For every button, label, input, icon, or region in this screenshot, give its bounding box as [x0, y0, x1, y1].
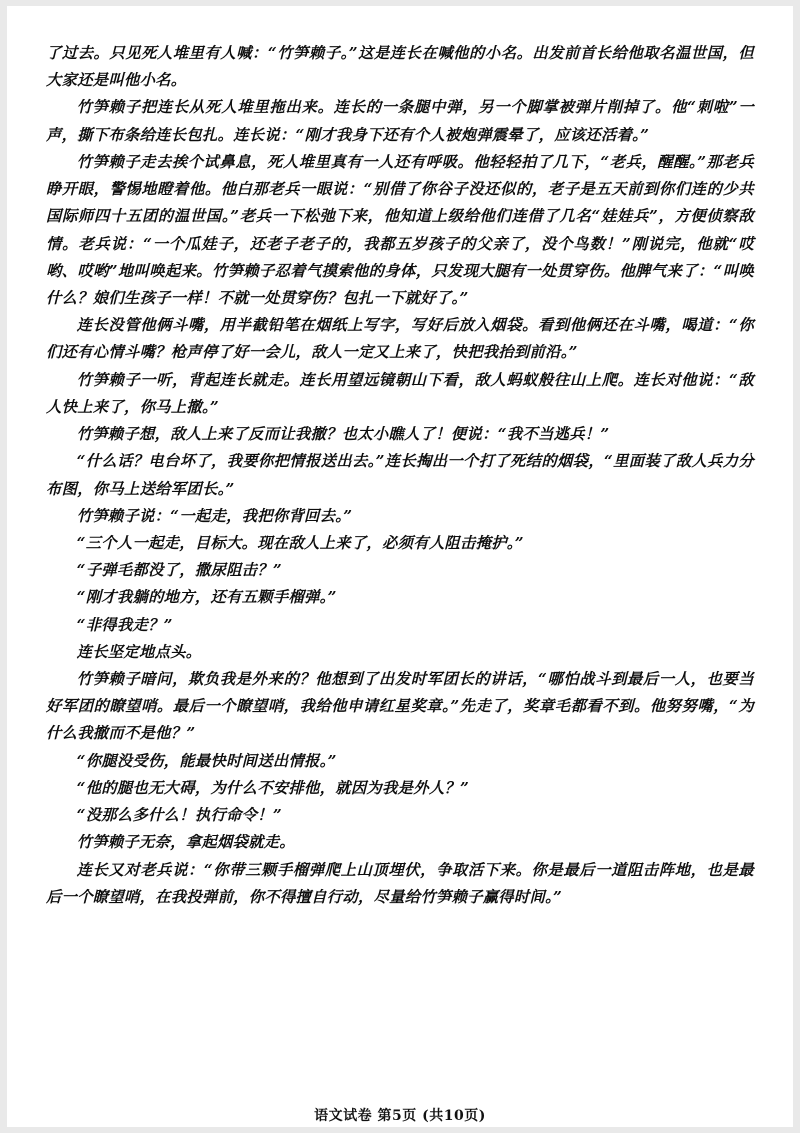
document-body	[46, 40, 754, 911]
paragraph: 了过去。只见死人堆里有人喊：“竹笋赖子。”这是连长在喊他的小名。出发前首长给他取名温世国，但大家还是叫他小名。	[46, 44, 754, 90]
paragraph: “子弹毛都没了，撒尿阻击？”	[76, 561, 282, 580]
paragraph: “三个人一起走，目标大。现在敌人上来了，必须有人阻击掩护。”	[76, 533, 524, 552]
paragraph: “非得我走？”	[76, 615, 173, 634]
paragraph: 竹笋赖子走去挨个试鼻息，死人堆里真有一人还有呼吸。他轻轻拍了几下，“老兵，醒醒。”那老兵睁开眼，警惕地瞪着他。他白那老兵一眼说：“别借了你谷子没还似的，老子是五天前到你们连的少共国际师四十五团的温世国。”老兵一下松弛下来，他知道上级给他们连借了几名“娃娃兵”，方便侦察敌情。老兵说：“一个瓜娃子，还老子老子的，我都五岁孩子的父亲了，没个鸟数！”刚说完，他就“哎哟、哎哟”地叫唤起来。竹笋赖子忍着气摸索他的身体，只发现大腿有一处贯穿伤。他脾气来了：“叫唤什么？娘们生孩子一样！不就一处贯穿伤？包扎一下就好了。”	[46, 152, 754, 307]
paragraph: 竹笋赖子无奈，拿起烟袋就走。	[76, 833, 295, 852]
paragraph: 竹笋赖子暗问，欺负我是外来的？他想到了出发时军团长的讲话，“哪怕战斗到最后一人，也要当好军团的瞭望哨。最后一个瞭望哨，我给他申请红星奖章。”先走了，奖章毛都看不到。他努努嘴，“为什么我撤而不是他？”	[46, 670, 754, 743]
paragraph: “没那么多什么！执行命令！”	[76, 806, 282, 825]
page-edge-top	[0, 0, 800, 6]
page-edge-left	[0, 0, 7, 1133]
paragraph: 竹笋赖子一听，背起连长就走。连长用望远镜朝山下看，敌人蚂蚁般往山上爬。连长对他说：“敌人快上来了，你马上撤。”	[46, 370, 754, 416]
paragraph: “什么话？电台坏了，我要你把情报送出去。”连长掏出一个打了死结的烟袋，“里面装了敌人兵力分布图，你马上送给军团长。”	[46, 452, 754, 498]
paragraph: 竹笋赖子把连长从死人堆里拖出来。连长的一条腿中弹，另一个脚掌被弹片削掉了。他“刺啦”一声，撕下布条给连长包扎。连长说：“刚才我身下还有个人被炮弹震晕了，应该还活着。”	[46, 98, 754, 144]
paragraph: 连长坚定地点头。	[76, 642, 202, 661]
page-footer: 语文试卷 第5页 (共10页)	[314, 1108, 486, 1124]
paragraph: “刚才我躺的地方，还有五颗手榴弹。”	[76, 588, 337, 607]
page-edge-right	[793, 0, 800, 1133]
paragraph: 竹笋赖子想，敌人上来了反而让我撤？也太小瞧人了！便说：“我不当逃兵！”	[76, 425, 610, 444]
paragraph: 竹笋赖子说：“一起走，我把你背回去。”	[76, 506, 353, 525]
paragraph: 连长没管他俩斗嘴，用半截铅笔在烟纸上写字，写好后放入烟袋。看到他俩还在斗嘴，喝道：“你们还有心情斗嘴？枪声停了好一会儿，敌人一定又上来了，快把我抬到前沿。”	[46, 316, 754, 362]
paragraph: “他的腿也无大碍，为什么不安排他，就因为我是外人？”	[76, 778, 470, 797]
page-edge-bottom	[0, 1127, 800, 1133]
paragraph: 连长又对老兵说：“你带三颗手榴弹爬上山顶埋伏，争取活下来。你是最后一道阻击阵地，也是最后一个瞭望哨，在我投弹前，你不得擅自行动，尽量给竹笋赖子赢得时间。”	[46, 860, 754, 906]
paragraph: “你腿没受伤，能最快时间送出情报。”	[76, 751, 337, 770]
